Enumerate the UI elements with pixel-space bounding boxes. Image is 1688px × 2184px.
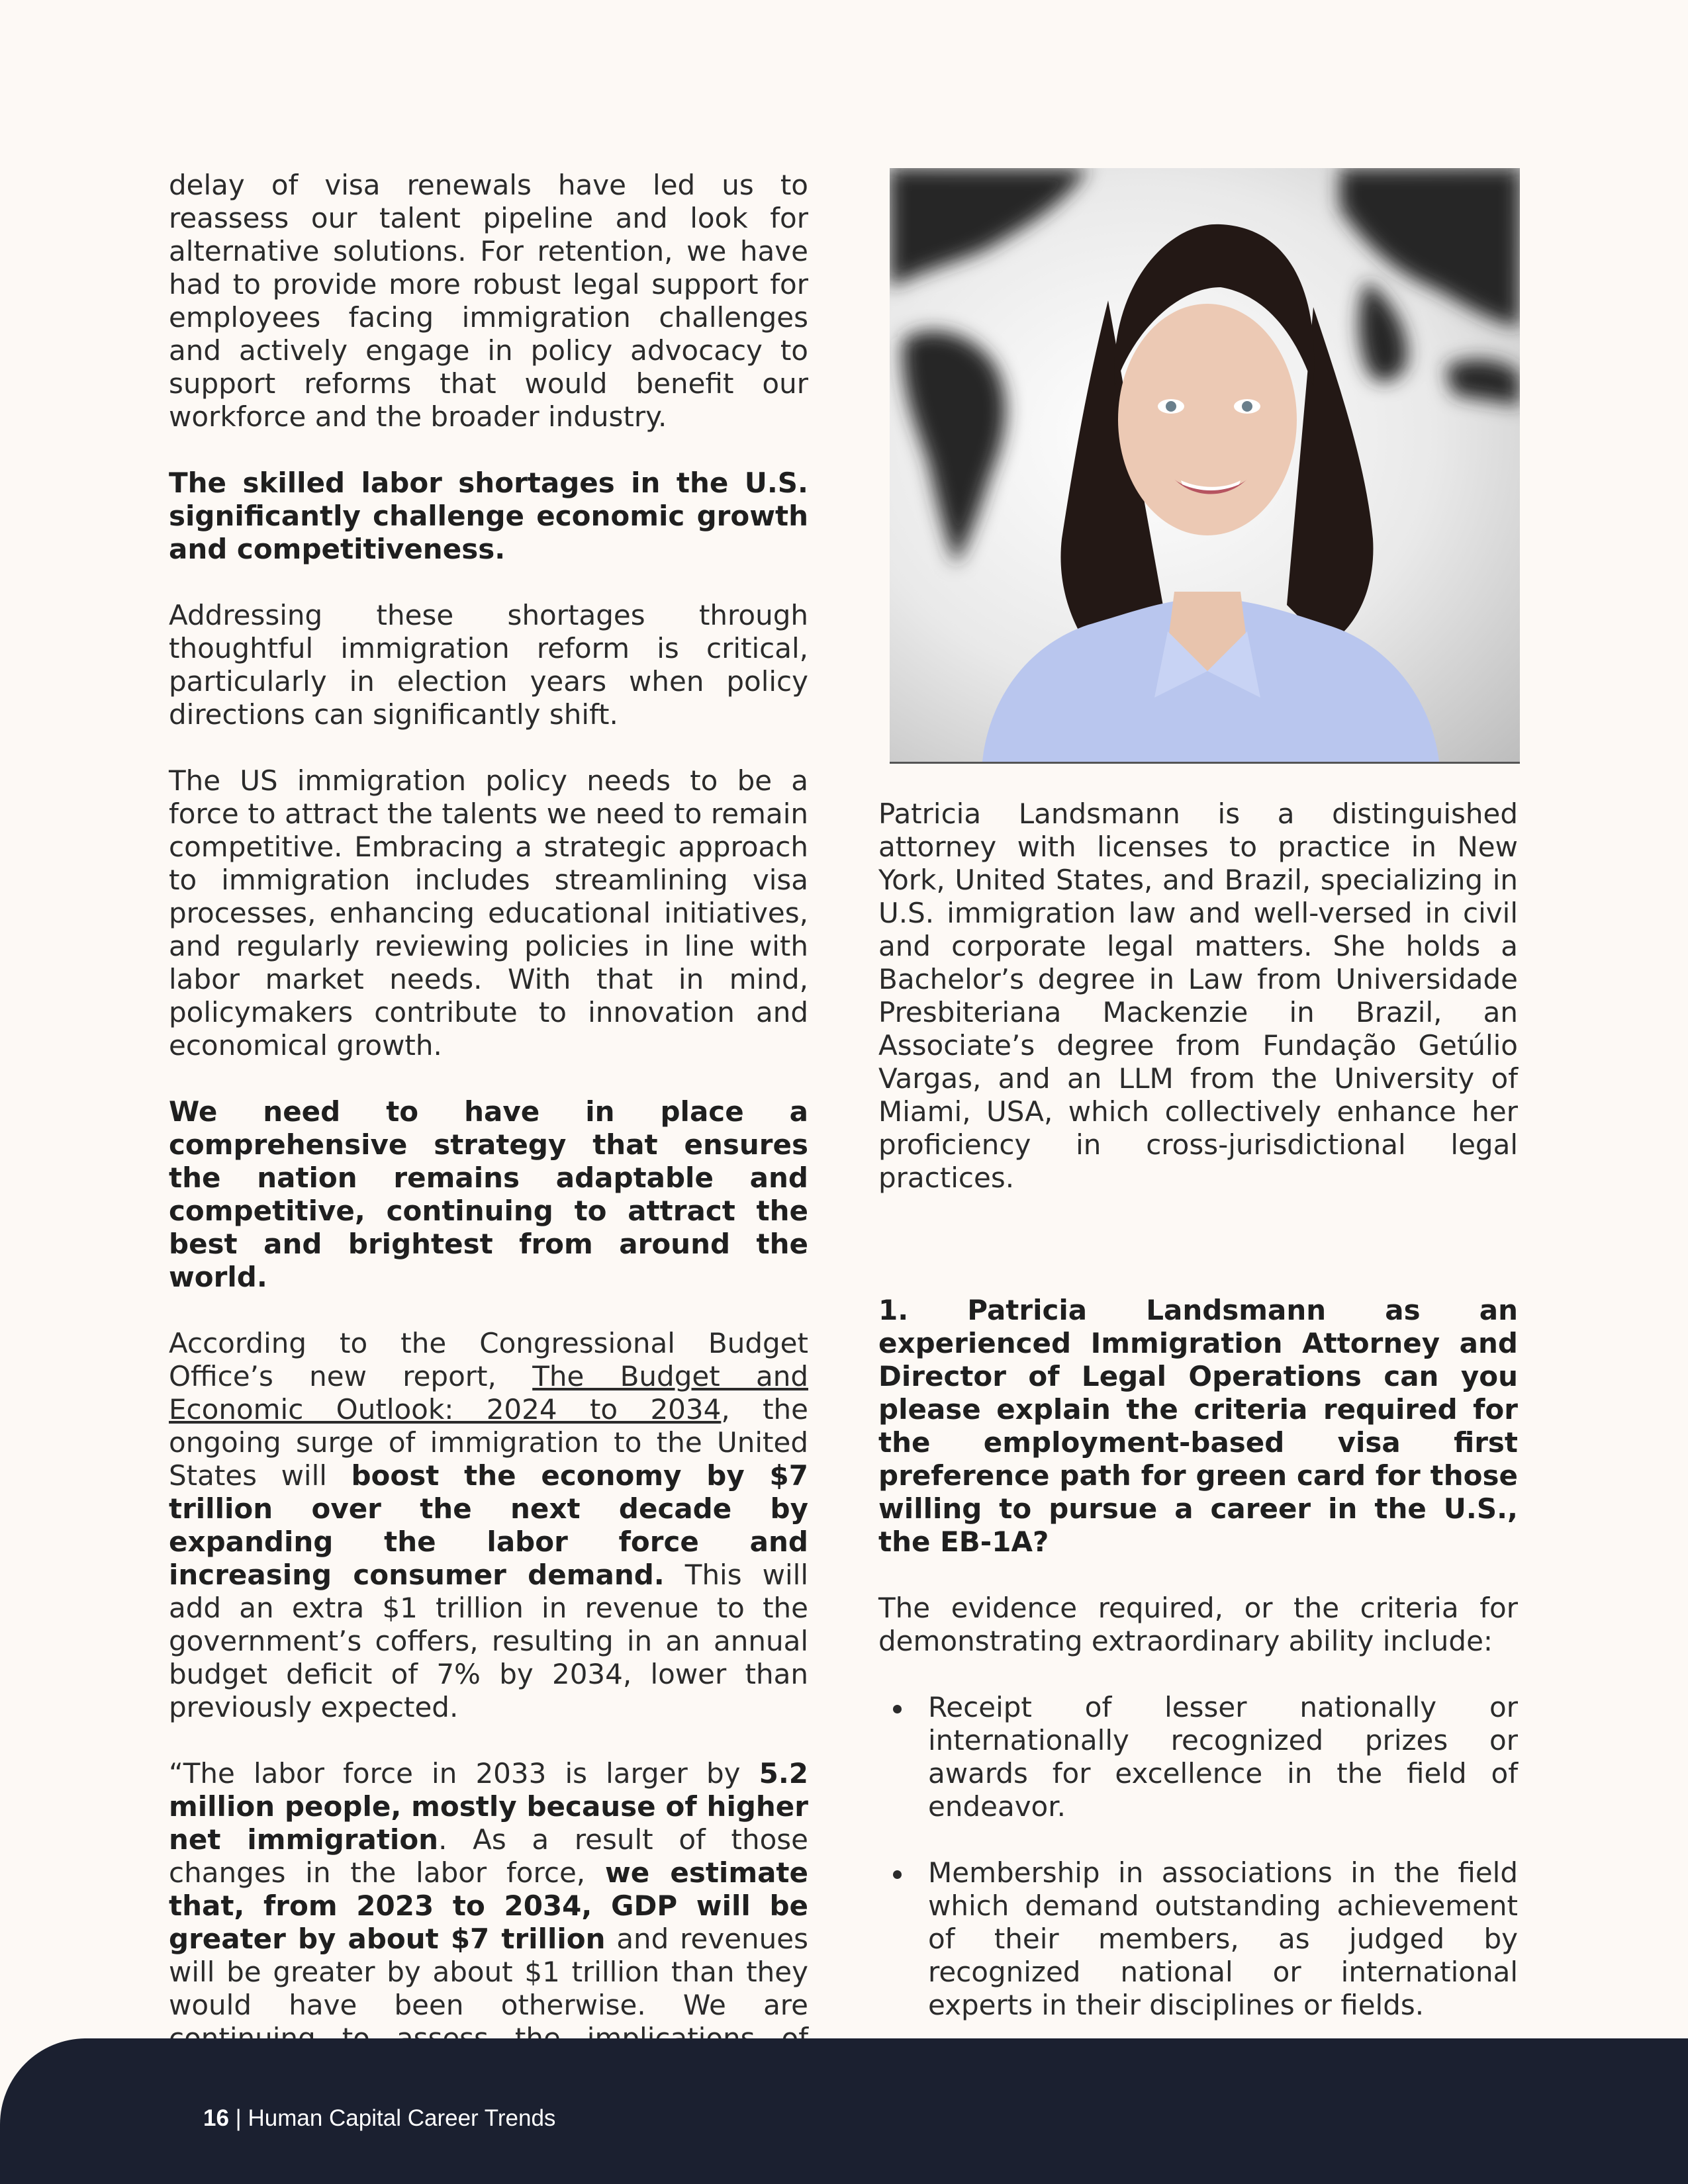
list-item: Receipt of lesser nationally or internationally recognized prizes or awards for excellence in the field of endeavor. bbox=[878, 1691, 1518, 1823]
heading-skilled-labor: The skilled labor shortages in the U.S. significantly challenge economic growth and competitiveness. bbox=[169, 467, 808, 565]
publication-name: Human Capital Career Trends bbox=[248, 2105, 556, 2131]
right-column bbox=[878, 797, 1518, 2055]
bullet-icon bbox=[893, 1705, 902, 1713]
page-footer bbox=[0, 2038, 1688, 2184]
portrait-photo bbox=[890, 168, 1520, 764]
question-heading: 1. Patricia Landsmann as an experienced Immigration Attorney and Director of Legal Operations can you please explain the criteria required for the employment-based visa first preference path for green card for those willing to pursue a career in the U.S., the EB-1A? bbox=[878, 1294, 1518, 1558]
paragraph-labor-force-quote: “The labor force in 2033 is larger by 5.2 million people, mostly because of higher net immigration. As a result of those changes in the labor force, we estimate that, from 2023 to 2034, GDP will be greater by about $7 trillion and revenues will be greater by about $1 trillion than they would have been otherwise. We are bbox=[169, 1757, 808, 2021]
budget-outlook-link[interactable]: The Budget and Economic Outlook: 2024 to 2034 bbox=[169, 1360, 808, 1426]
bullet-icon bbox=[893, 1870, 902, 1879]
left-column bbox=[169, 169, 808, 2088]
bio-paragraph: Patricia Landsmann is a distinguished attorney with licenses to practice in New York, United States, and Brazil, specializing in U.S. immigration law and well-versed in civil and corporate legal matters. She holds a Bachelor’s degree in Law from Universidade Presbiteriana Mackenzie in Brazil, an Associate’s degree from Fundação Getúlio Vargas, and an LLM from the University of Miami, USA, which collectively enhance her proficiency in cross-jurisdictional legal practices. bbox=[878, 797, 1518, 1194]
answer-intro: The evidence required, or the criteria for demonstrating extraordinary ability include: bbox=[878, 1592, 1518, 1657]
criteria-list bbox=[878, 1691, 1518, 2022]
list-item: Membership in associations in the field which demand outstanding achievement of their members, as judged by recognized national or international experts in their disciplines or fields. bbox=[878, 1856, 1518, 2022]
paragraph-addressing-shortages: Addressing these shortages through thoughtful immigration reform is critical, particularly in election years when policy directions can significantly shift. bbox=[169, 599, 808, 731]
paragraph-cbo-report: According to the Congressional Budget Office’s new report, The Budget and Economic Outlook: 2024 to 2034, the ongoing surge of immigration to the United States will boost the economy by $7 trillion over the next decade by expanding the labor force and increasing consumer demand. This will add an extra $1 trillion in revenue to the government’s coffers, resulting in an annual budget deficit of 7% by 2034, lower than previously expected. bbox=[169, 1327, 808, 1723]
paragraph-immigration-policy: The US immigration policy needs to be a force to attract the talents we need to remain competitive. Embracing a strategic approach to immigration includes streamlining visa processes, enhancing educational initiatives, and regularly reviewing policies in line with labor market needs. With that in mind, policymakers contribute to innovation and economical growth. bbox=[169, 764, 808, 1062]
page-number: 16 bbox=[203, 2105, 229, 2131]
paragraph-talent-pipeline: delay of visa renewals have led us to reassess our talent pipeline and look for alternative solutions. For retention, we have had to provide more robust legal support for employees facing immigration challenges and actively engage in policy advocacy to support reforms that would benefit our workforce and the broader industry. bbox=[169, 169, 808, 433]
heading-comprehensive-strategy: We need to have in place a comprehensive strategy that ensures the nation remains adaptable and competitive, continuing to attract the best and brightest from around the world. bbox=[169, 1095, 808, 1293]
portrait-illustration bbox=[890, 168, 1520, 762]
footer-caption: 16 | Human Capital Career Trends bbox=[203, 2105, 556, 2131]
